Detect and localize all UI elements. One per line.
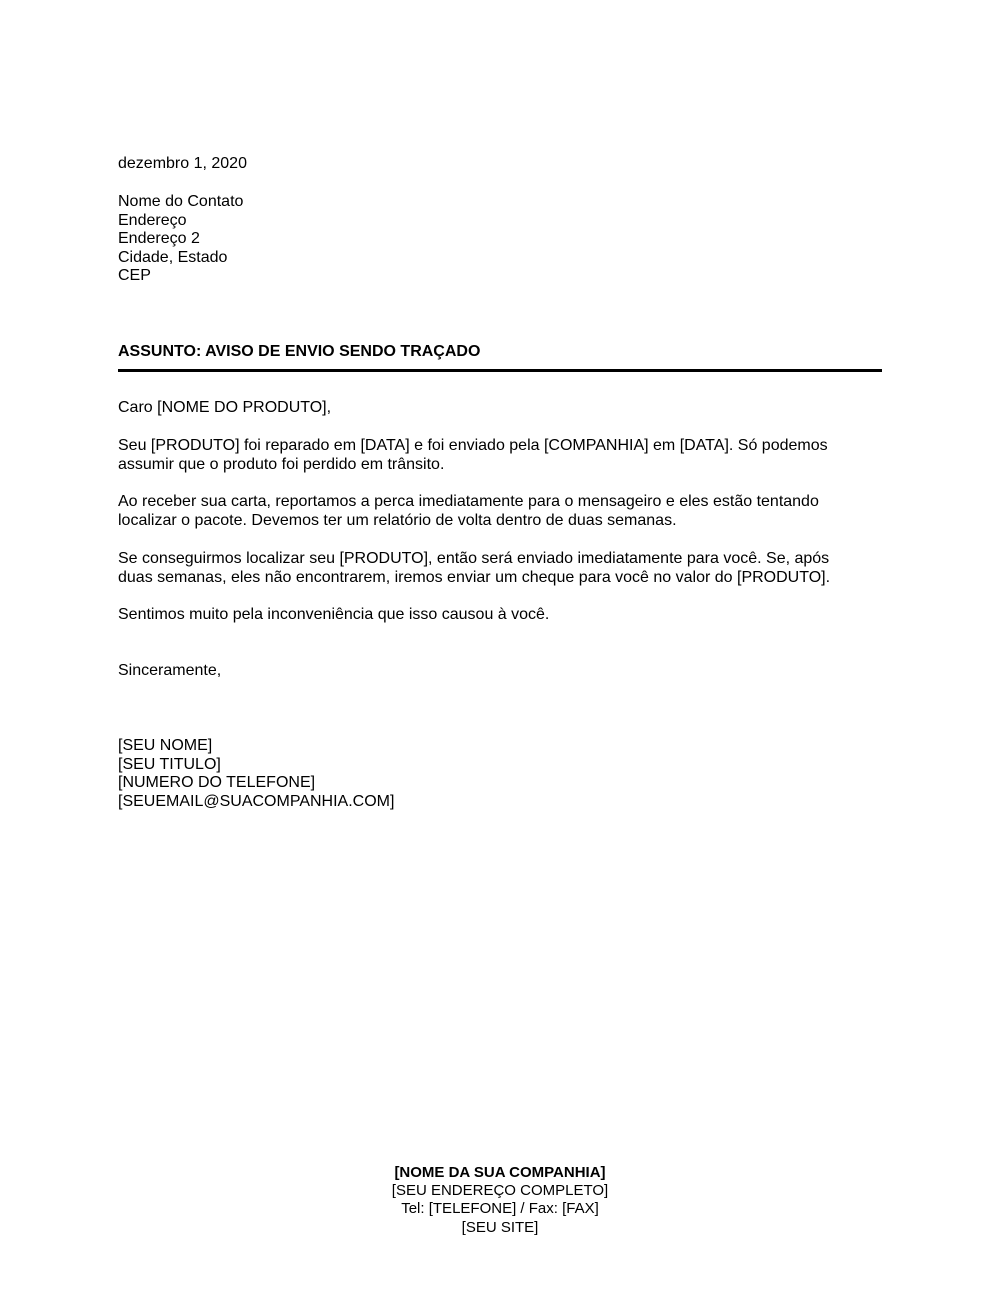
paragraph-line: localizar o pacote. Devemos ter um relatório de volta dentro de duas semanas. — [118, 511, 677, 529]
body-paragraph-4 — [118, 606, 549, 625]
subject-divider — [118, 369, 882, 372]
recipient-name: Nome do Contato — [118, 193, 244, 210]
paragraph-line: Seu [PRODUTO] foi reparado em [DATA] e foi enviado pela [COMPANHIA] em [DATA]. Só podemos — [118, 437, 828, 454]
footer-address: [SEU ENDEREÇO COMPLETO] — [391, 1182, 609, 1200]
paragraph-line: Ao receber sua carta, reportamos a perca imediatamente para o mensageiro e eles estão tentando — [118, 493, 819, 510]
recipient-address-block — [118, 193, 243, 286]
paragraph-line: assumir que o produto foi perdido em trânsito. — [118, 455, 445, 473]
body-paragraph-3 — [118, 550, 830, 587]
recipient-address-line-1: Endereço — [118, 211, 187, 229]
signature-block — [118, 737, 394, 811]
paragraph-line: Se conseguirmos localizar seu [PRODUTO], então será enviado imediatamente para você. Se, após — [118, 550, 830, 567]
salutation: Caro [NOME DO PRODUTO], — [118, 399, 332, 416]
signature-name: [SEU NOME] — [118, 737, 213, 754]
signature-title: [SEU TITULO] — [118, 755, 221, 773]
subject-heading: ASSUNTO: AVISO DE ENVIO SENDO TRAÇADO — [118, 343, 481, 360]
footer-contact: Tel: [TELEFONE] / Fax: [FAX] — [401, 1200, 599, 1218]
body-paragraph-1 — [118, 437, 828, 474]
letter-date: dezembro 1, 2020 — [118, 155, 247, 172]
recipient-city-state: Cidade, Estado — [118, 248, 228, 266]
recipient-zip: CEP — [118, 267, 151, 285]
recipient-address-line-2: Endereço 2 — [118, 230, 200, 248]
body-paragraph-2 — [118, 493, 819, 530]
footer-company-name: [NOME DA SUA COMPANHIA] — [394, 1164, 606, 1181]
paragraph-line: duas semanas, eles não encontrarem, iremos enviar um cheque para você no valor do [PRODUTO]. — [118, 568, 831, 586]
signature-phone: [NUMERO DO TELEFONE] — [118, 774, 316, 792]
closing: Sinceramente, — [118, 662, 222, 679]
company-footer — [0, 1164, 1000, 1237]
signature-email: [SEUEMAIL@SUACOMPANHIA.COM] — [118, 792, 395, 810]
footer-website: [SEU SITE] — [461, 1218, 539, 1236]
paragraph-line: Sentimos muito pela inconveniência que isso causou à você. — [118, 606, 550, 623]
